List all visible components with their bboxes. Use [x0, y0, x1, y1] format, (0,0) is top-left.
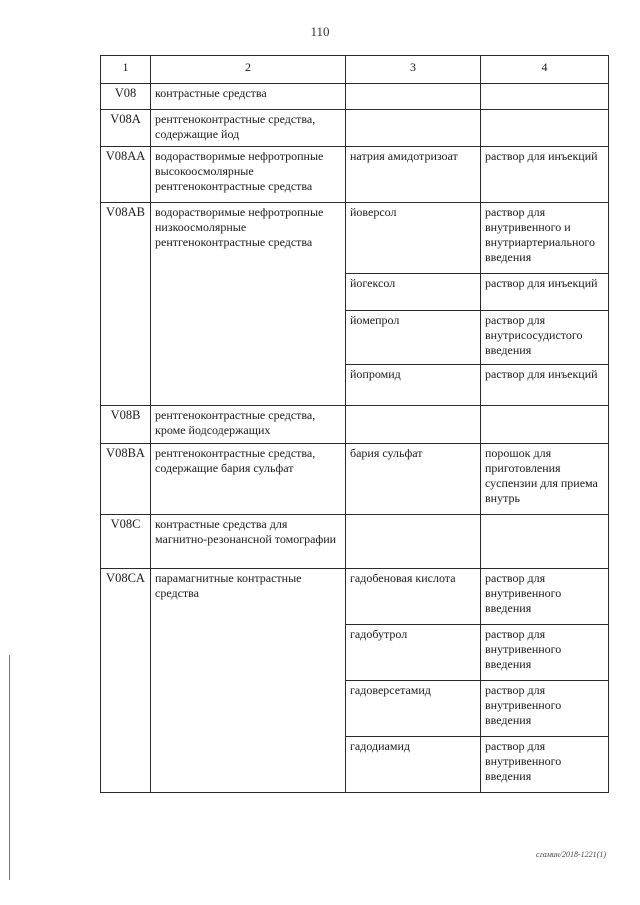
- group-name: рентгеноконтрастные средства, содержащие йод: [151, 110, 346, 147]
- table-row: [101, 84, 609, 110]
- group-name: водорастворимые нефротропные высокоосмолярные рентгеноконтрастные средства: [151, 147, 346, 203]
- table-row: [101, 147, 609, 203]
- group-name: контрастные средства: [151, 84, 346, 110]
- drug-name: йопромид: [346, 365, 481, 406]
- drug-name: йомепрол: [346, 311, 481, 365]
- drug-name: [346, 406, 481, 444]
- drug-name: [346, 515, 481, 569]
- drug-name: гадобутрол: [346, 625, 481, 681]
- column-header-2: 2: [151, 56, 346, 84]
- dosage-form: раствор для внутривенного введения: [481, 737, 609, 793]
- drug-name: бария сульфат: [346, 444, 481, 515]
- dosage-form: раствор для инъекций: [481, 365, 609, 406]
- table-header-row: [101, 56, 609, 84]
- atc-code: V08BA: [101, 444, 151, 515]
- group-name: парамагнитные контрастные средства: [151, 569, 346, 793]
- drug-name: [346, 84, 481, 110]
- margin-line: [9, 655, 10, 880]
- atc-code: V08C: [101, 515, 151, 569]
- dosage-form: раствор для внутрисосудистого введения: [481, 311, 609, 365]
- table-row: [101, 110, 609, 147]
- drug-table: [100, 55, 609, 793]
- group-name: контрастные средства для магнитно-резонансной томографии: [151, 515, 346, 569]
- dosage-form: [481, 110, 609, 147]
- atc-code: V08A: [101, 110, 151, 147]
- table-row: [101, 203, 609, 274]
- dosage-form: раствор для внутривенного и внутриартериального введения: [481, 203, 609, 274]
- drug-name: гадобеновая кислота: [346, 569, 481, 625]
- group-name: водорастворимые нефротропные низкоосмолярные рентгеноконтрастные средства: [151, 203, 346, 406]
- drug-name: йогексол: [346, 274, 481, 311]
- group-name: рентгеноконтрастные средства, кроме йодсодержащих: [151, 406, 346, 444]
- table-row: [101, 406, 609, 444]
- atc-code: V08: [101, 84, 151, 110]
- drug-name: гадодиамид: [346, 737, 481, 793]
- drug-name: [346, 110, 481, 147]
- dosage-form: раствор для внутривенного введения: [481, 569, 609, 625]
- table-row: [101, 515, 609, 569]
- dosage-form: раствор для инъекций: [481, 274, 609, 311]
- column-header-4: 4: [481, 56, 609, 84]
- dosage-form: [481, 515, 609, 569]
- atc-code: V08AB: [101, 203, 151, 406]
- dosage-form: раствор для внутривенного введения: [481, 625, 609, 681]
- atc-code: V08CA: [101, 569, 151, 793]
- table-row: [101, 444, 609, 515]
- column-header-3: 3: [346, 56, 481, 84]
- dosage-form: [481, 84, 609, 110]
- drug-name: гадоверсетамид: [346, 681, 481, 737]
- atc-code: V08B: [101, 406, 151, 444]
- dosage-form: [481, 406, 609, 444]
- table-row: [101, 569, 609, 625]
- drug-name: йоверсол: [346, 203, 481, 274]
- dosage-form: порошок для приготовления суспензии для приема внутрь: [481, 444, 609, 515]
- dosage-form: раствор для инъекций: [481, 147, 609, 203]
- column-header-1: 1: [101, 56, 151, 84]
- page-number: 110: [310, 24, 330, 39]
- dosage-form: раствор для внутривенного введения: [481, 681, 609, 737]
- group-name: рентгеноконтрастные средства, содержащие бария сульфат: [151, 444, 346, 515]
- atc-code: V08AA: [101, 147, 151, 203]
- drug-name: натрия амидотризоат: [346, 147, 481, 203]
- document-code: сгамин/2018-1221(1): [536, 850, 606, 859]
